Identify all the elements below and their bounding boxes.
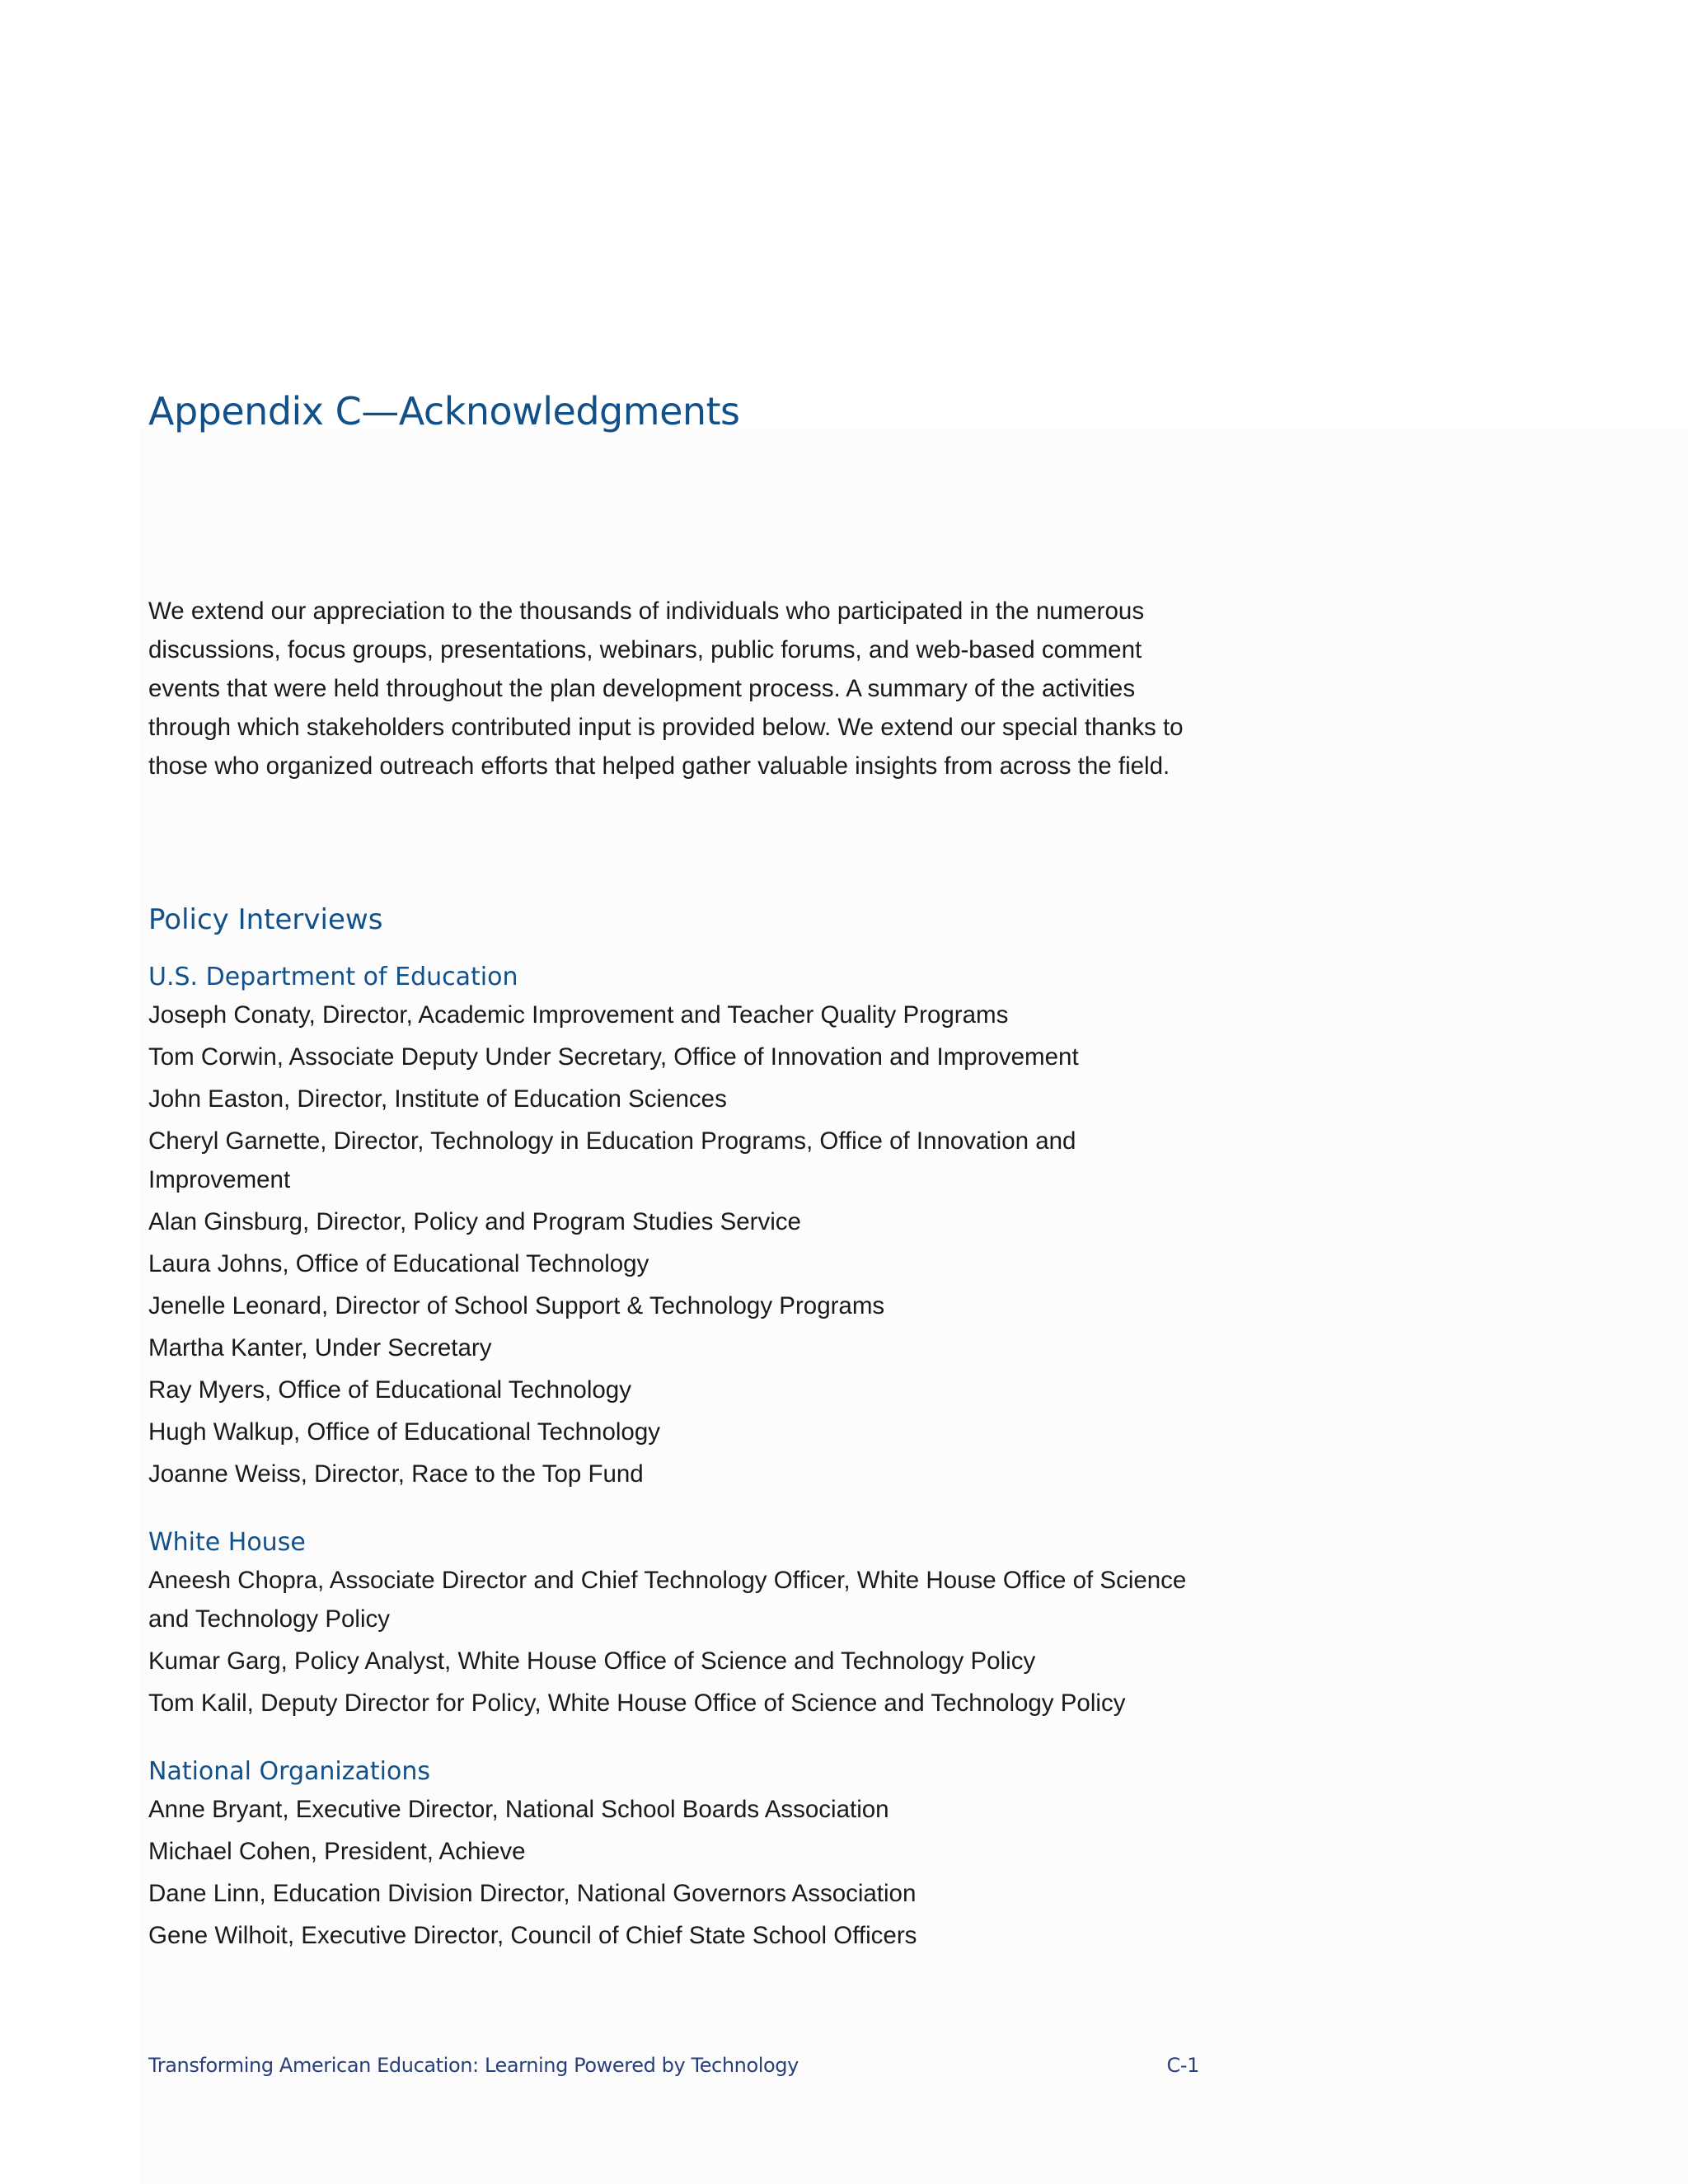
people-list	[148, 996, 1220, 1493]
person-entry: Aneesh Chopra, Associate Director and Chief Technology Officer, White House Office of Science and Technology Policy	[148, 1567, 1187, 1633]
footer-publication-title: Transforming American Education: Learning Powered by Technology	[148, 2054, 799, 2077]
intro-paragraph: We extend our appreciation to the thousands of individuals who participated in the numerous discussions, focus groups, presentations, webinars, public forums, and web-based comment events that were held throughout the plan development process. A summary of the activities through which stakeholders contributed input is provided below. We extend our special thanks to those who organized outreach efforts that helped gather valuable insights from across the field.	[148, 598, 1184, 780]
person-entry: Kumar Garg, Policy Analyst, White House Office of Science and Technology Policy	[148, 1647, 1036, 1675]
person-entry: Tom Kalil, Deputy Director for Policy, White House Office of Science and Technology Policy	[148, 1690, 1126, 1717]
person-entry: Laura Johns, Office of Educational Technology	[148, 1250, 649, 1277]
group-department-of-education	[148, 959, 1220, 1493]
person-entry: Tom Corwin, Associate Deputy Under Secretary, Office of Innovation and Improvement	[148, 1043, 1079, 1071]
people-list	[148, 1790, 1220, 1955]
group-heading: White House	[148, 1528, 306, 1557]
group-heading: U.S. Department of Education	[148, 963, 518, 991]
person-entry: John Easton, Director, Institute of Education Sciences	[148, 1085, 727, 1113]
person-entry: Gene Wilhoit, Executive Director, Council of Chief State School Officers	[148, 1922, 917, 1949]
group-white-house	[148, 1525, 1220, 1722]
group-heading: National Organizations	[148, 1757, 430, 1786]
person-entry: Anne Bryant, Executive Director, National School Boards Association	[148, 1796, 889, 1823]
person-entry: Dane Linn, Education Division Director, National Governors Association	[148, 1880, 917, 1907]
person-entry: Michael Cohen, President, Achieve	[148, 1838, 526, 1865]
page-title: Appendix C—Acknowledgments	[148, 389, 740, 434]
footer-page-number: C-1	[1166, 2054, 1199, 2077]
person-entry: Hugh Walkup, Office of Educational Technology	[148, 1418, 660, 1446]
people-list	[148, 1561, 1220, 1722]
acknowledgments-content	[148, 898, 1220, 1986]
person-entry: Cheryl Garnette, Director, Technology in Education Programs, Office of Innovation and Improvement	[148, 1127, 1076, 1193]
person-entry: Alan Ginsburg, Director, Policy and Program Studies Service	[148, 1208, 801, 1235]
section-heading-policy-interviews: Policy Interviews	[148, 903, 383, 936]
person-entry: Ray Myers, Office of Educational Technology	[148, 1376, 631, 1404]
person-entry: Joseph Conaty, Director, Academic Improvement and Teacher Quality Programs	[148, 1001, 1009, 1029]
person-entry: Martha Kanter, Under Secretary	[148, 1334, 492, 1361]
person-entry: Jenelle Leonard, Director of School Support & Technology Programs	[148, 1292, 885, 1319]
person-entry: Joanne Weiss, Director, Race to the Top Fund	[148, 1460, 644, 1488]
group-national-organizations	[148, 1754, 1220, 1955]
